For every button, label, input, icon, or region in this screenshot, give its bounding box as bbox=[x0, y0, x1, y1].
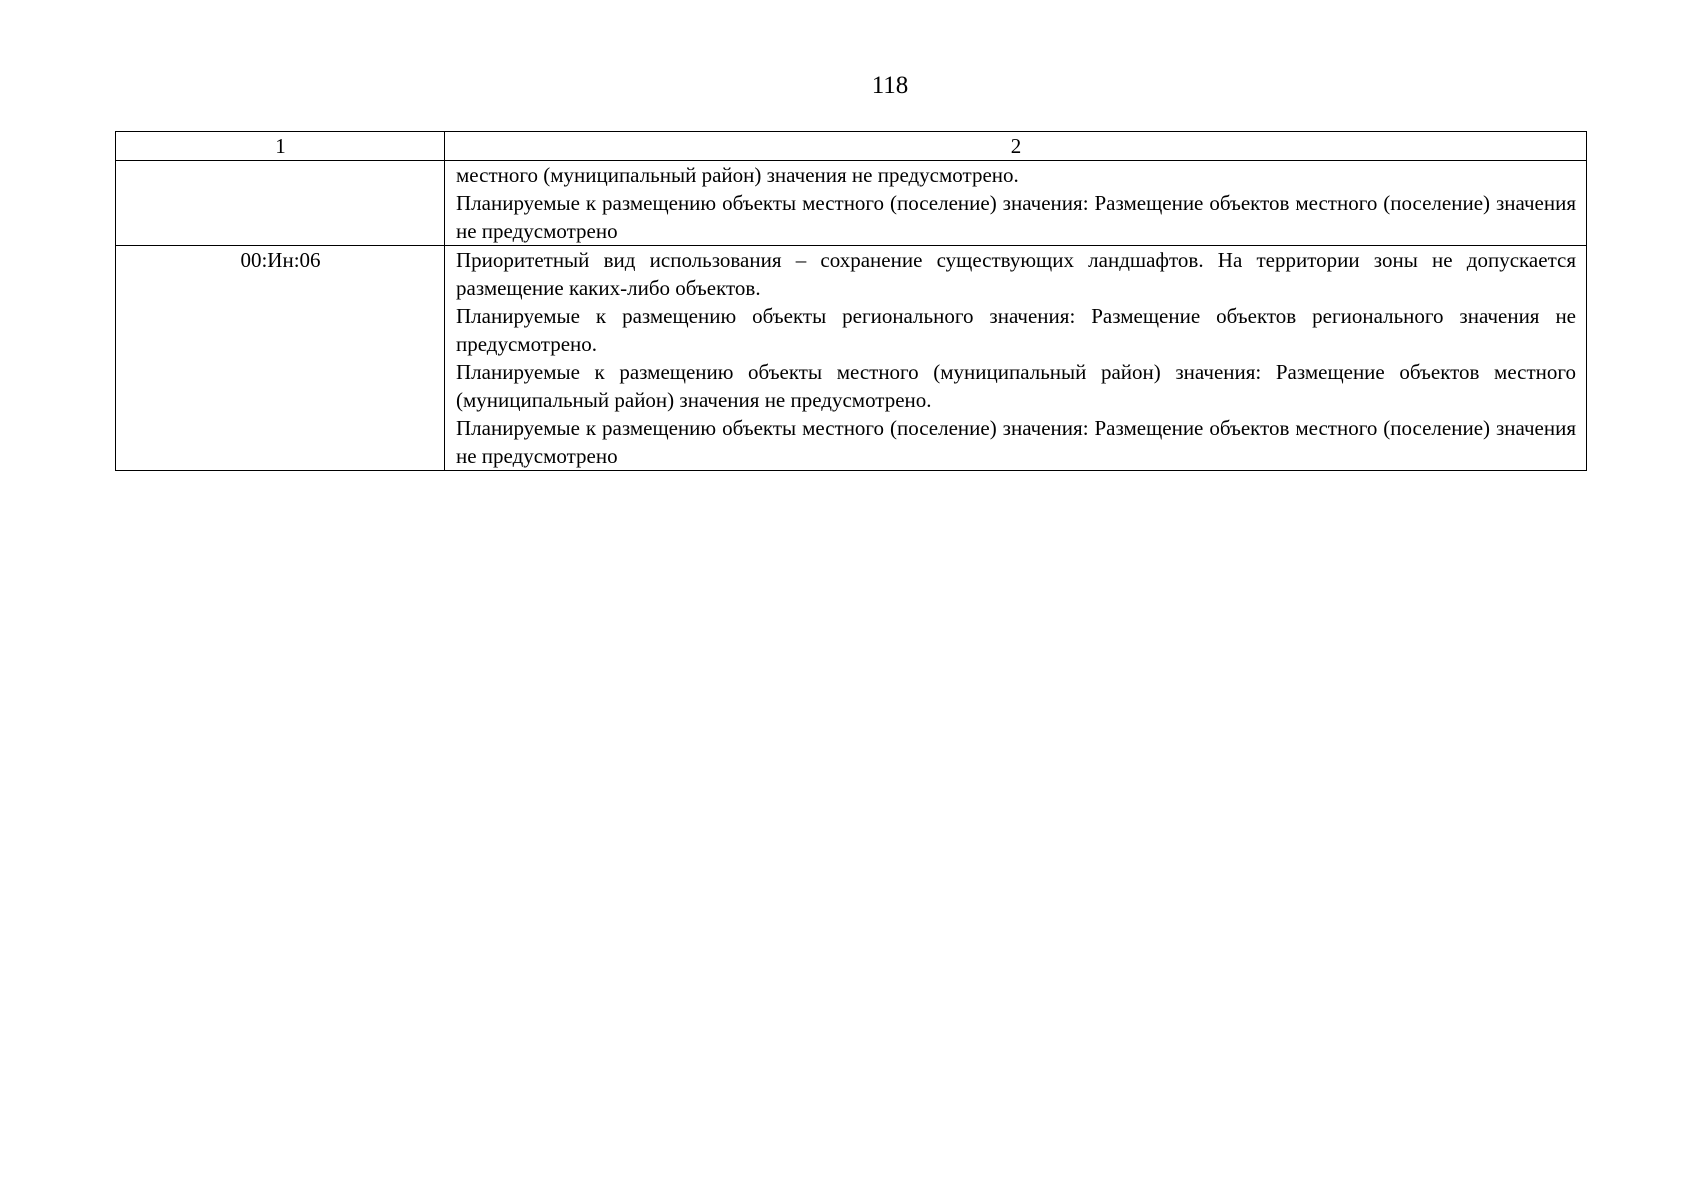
table-row bbox=[116, 161, 1587, 246]
description-paragraph: местного (муниципальный район) значения не предусмотрено. bbox=[456, 163, 1019, 187]
column-header-2: 2 bbox=[445, 132, 1587, 161]
table-row bbox=[116, 246, 1587, 471]
table-header-row bbox=[116, 132, 1587, 161]
page-number: 118 bbox=[871, 72, 909, 99]
zone-description-cell bbox=[445, 246, 1587, 471]
zone-code-cell: 00:Ин:06 bbox=[116, 246, 445, 471]
zones-table bbox=[115, 131, 1587, 471]
column-header-1: 1 bbox=[116, 132, 445, 161]
description-paragraph: Планируемые к размещению объекты местного (муниципальный район) значения: Размещение объектов местного (муниципальный район) значения не предусмотрено. bbox=[456, 360, 1576, 412]
description-paragraph: Планируемые к размещению объекты регионального значения: Размещение объектов регионального значения не предусмотрено. bbox=[456, 304, 1576, 356]
zone-description-cell bbox=[445, 161, 1587, 246]
description-paragraph: Планируемые к размещению объекты местного (поселение) значения: Размещение объектов местного (поселение) значения не предусмотрено bbox=[456, 416, 1576, 468]
zone-code-cell bbox=[116, 161, 445, 246]
description-paragraph: Планируемые к размещению объекты местного (поселение) значения: Размещение объектов местного (поселение) значения не предусмотрено bbox=[456, 191, 1576, 243]
description-paragraph: Приоритетный вид использования – сохранение существующих ландшафтов. На территории зоны не допускается размещение каких-либо объектов. bbox=[456, 248, 1576, 300]
